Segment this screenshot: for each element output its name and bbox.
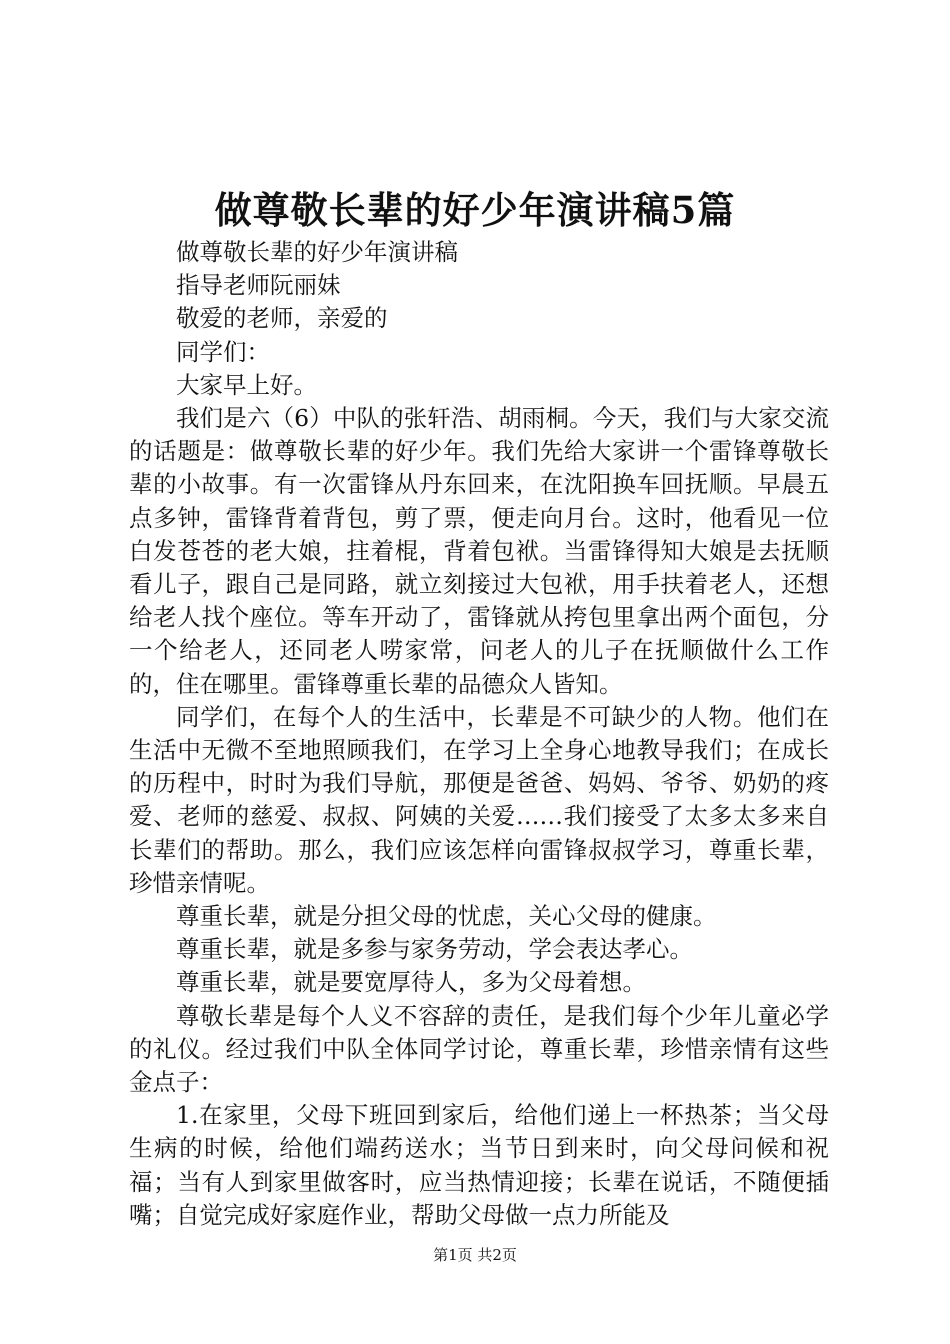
paragraph: 尊重长辈，就是多参与家务劳动，学会表达孝心。 [176,935,693,964]
paragraph: 同学们，在每个人的生活中，长辈是不可缺少的人物。他们在生活中无微不至地照顾我们，在学习上全身心地教导我们；在成长的历程中，时时为我们导航，那便是爸爸、妈妈、爷爷、奶奶的疼爱、老师的慈爱、叔叔、阿姨的关爱……我们接受了太多太多来自长辈们的帮助。那么，我们应该怎样向雷锋叔叔学习，尊重长辈，珍惜亲情呢。 [129,702,829,897]
document-body [129,236,829,1232]
paragraph: 尊重长辈，就是要宽厚待人，多为父母着想。 [176,968,646,997]
paragraph: 尊重长辈，就是分担父母的忧虑，关心父母的健康。 [176,902,717,931]
paragraph: 指导老师阮丽妹 [176,271,341,300]
page-footer: 第1页 共2页 [433,1246,517,1264]
paragraph: 尊敬长辈是每个人义不容辞的责任，是我们每个少年儿童必学的礼仪。经过我们中队全体同学讨论，尊重长辈，珍惜亲情有这些金点子： [129,1001,829,1097]
paragraph: 我们是六（6）中队的张轩浩、胡雨桐。今天，我们与大家交流的话题是：做尊敬长辈的好少年。我们先给大家讲一个雷锋尊敬长辈的小故事。有一次雷锋从丹东回来，在沈阳换车回抚顺。早晨五点多钟，雷锋背着背包，剪了票，便走向月台。这时，他看见一位白发苍苍的老大娘，拄着棍，背着包袱。当雷锋得知大娘是去抚顺看儿子，跟自己是同路，就立刻接过大包袱，用手扶着老人，还想给老人找个座位。等车开动了，雷锋就从挎包里拿出两个面包，分一个给老人，还同老人唠家常，问老人的儿子在抚顺做什么工作的，住在哪里。雷锋尊重长辈的品德众人皆知。 [129,404,829,698]
paragraph: 敬爱的老师，亲爱的 [176,304,388,333]
paragraph: 1.在家里，父母下班回到家后，给他们递上一杯热茶；当父母生病的时候，给他们端药送水；当节日到来时，向父母问候和祝福；当有人到家里做客时，应当热情迎接；长辈在说话，不随便插嘴；自觉完成好家庭作业，帮助父母做一点力所能及 [129,1101,829,1229]
document-title: 做尊敬长辈的好少年演讲稿5篇 [214,188,736,232]
paragraph: 做尊敬长辈的好少年演讲稿 [176,238,458,266]
paragraph: 大家早上好。 [176,370,317,399]
paragraph: 同学们： [176,337,270,366]
